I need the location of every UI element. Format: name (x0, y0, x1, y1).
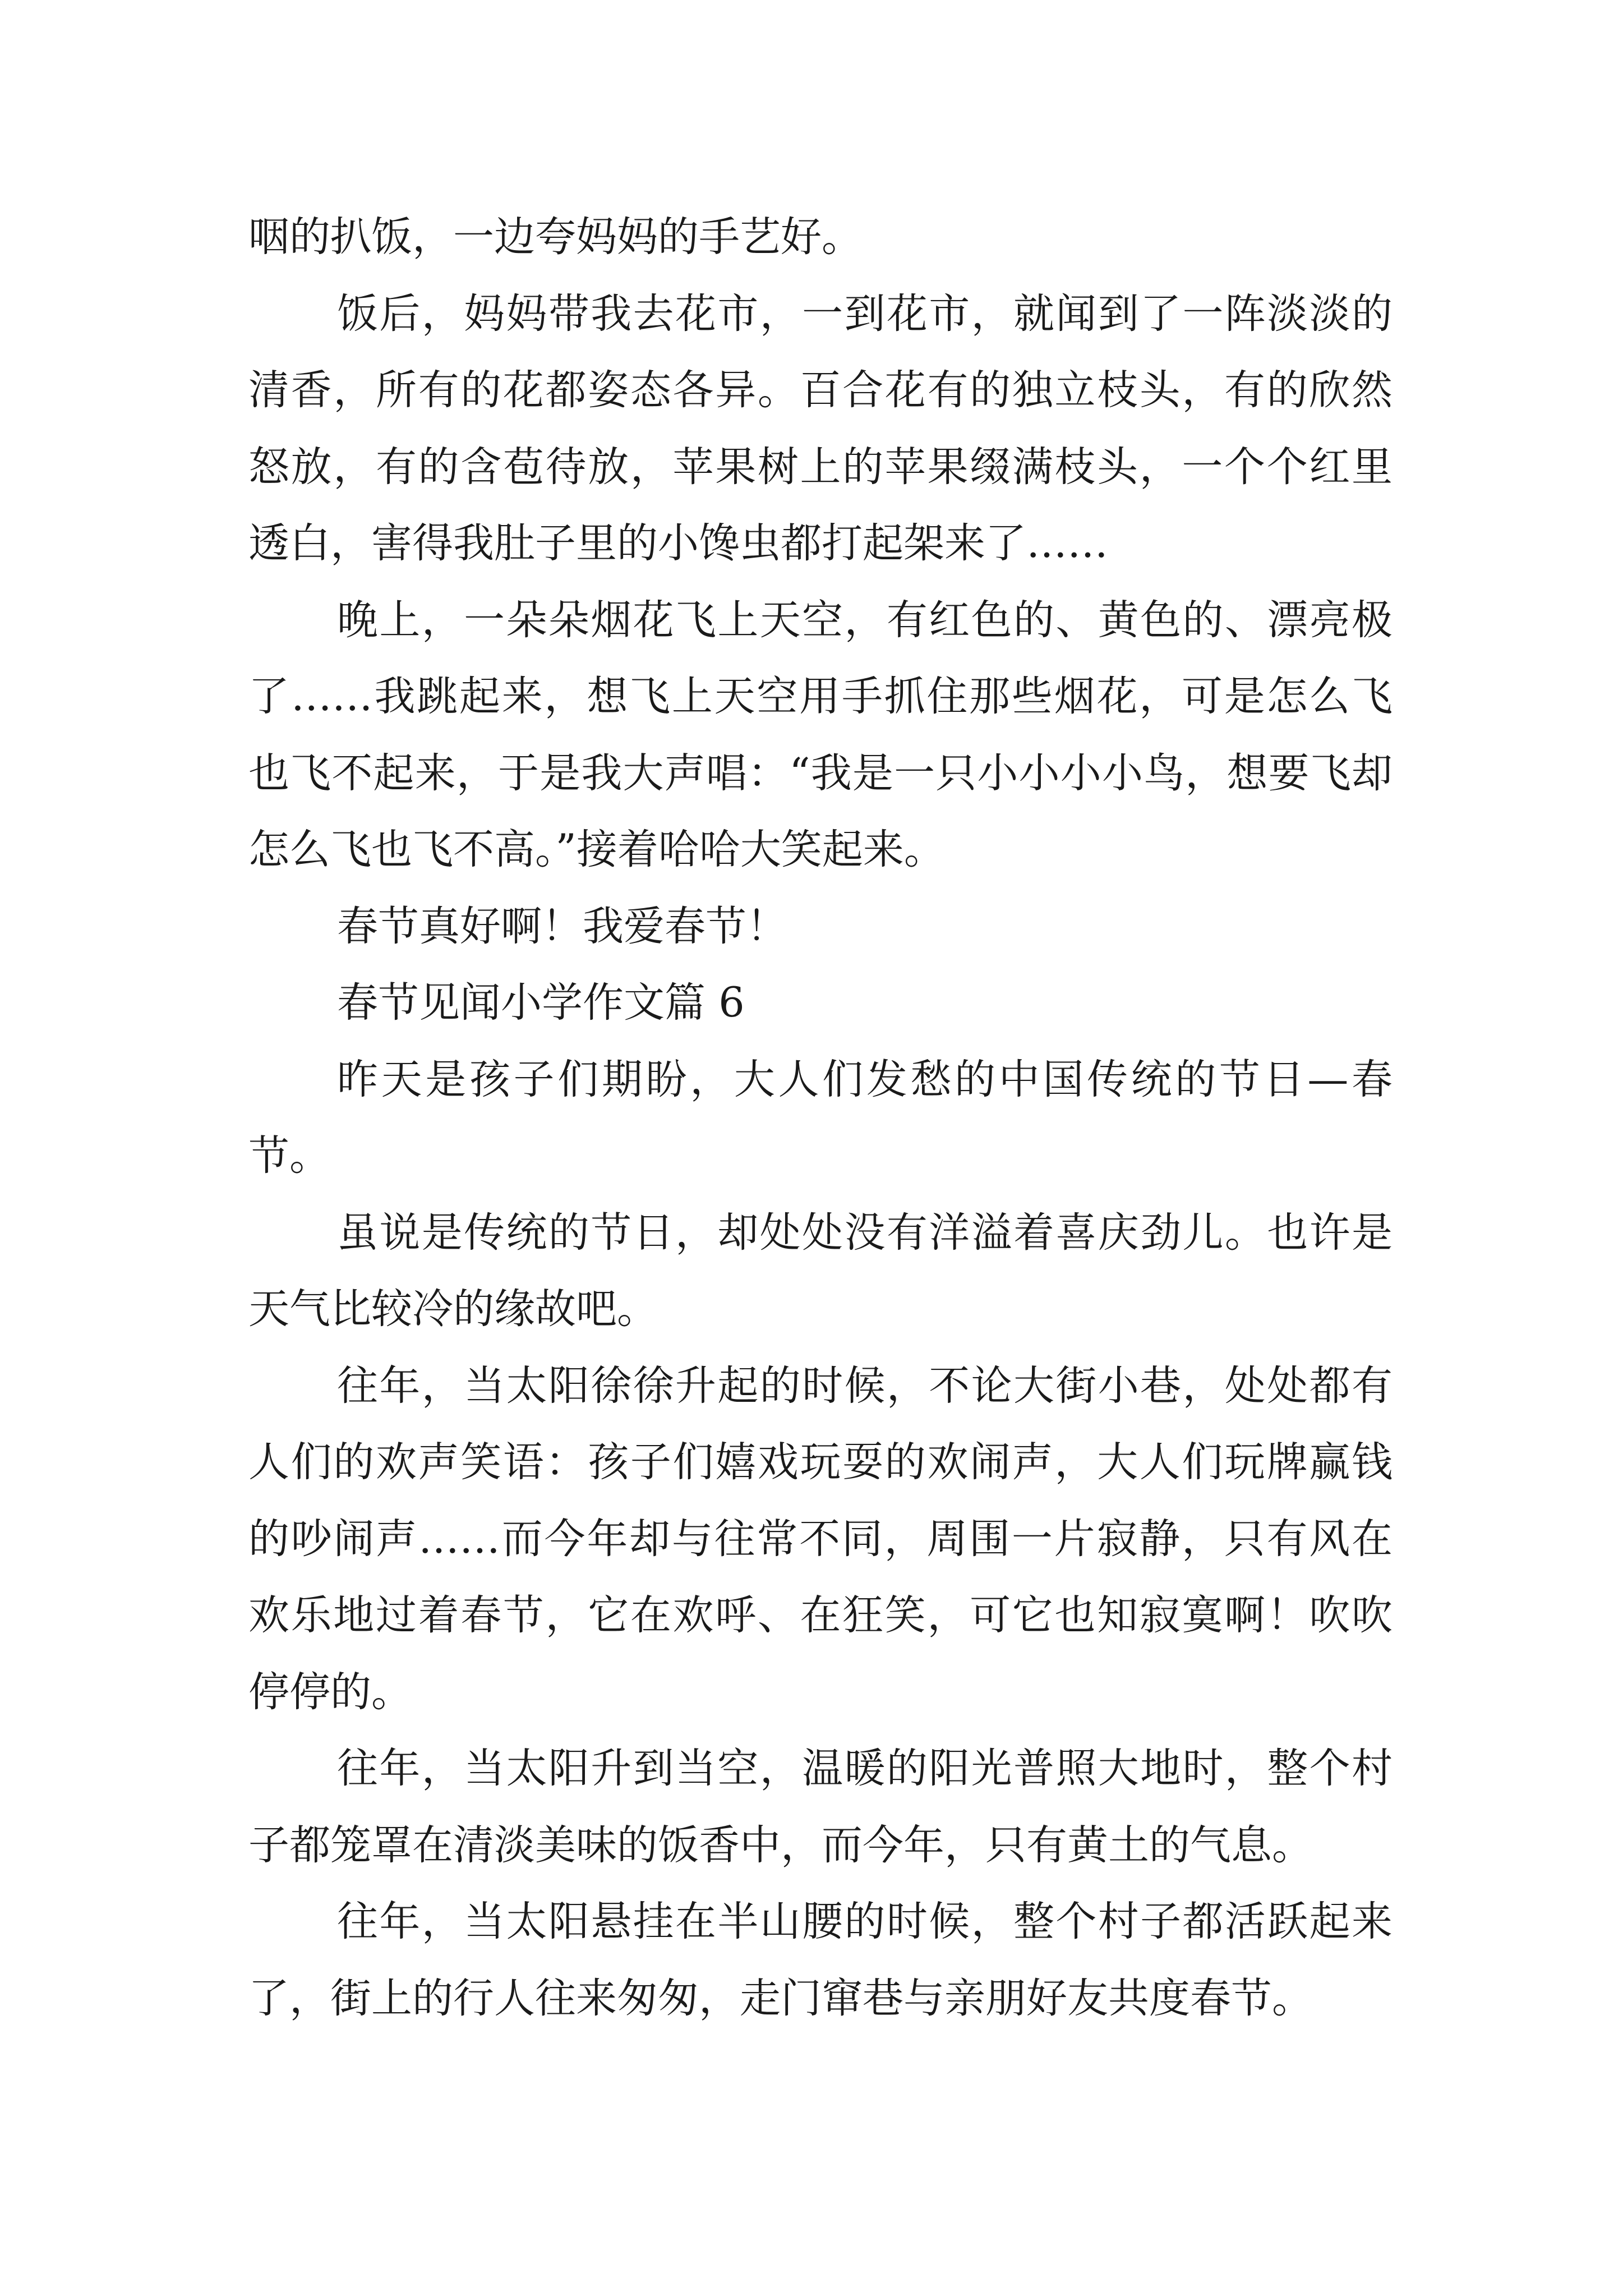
paragraph: 咽的扒饭，一边夸妈妈的手艺好。 (248, 213, 863, 261)
paragraph: 昨天是孩子们期盼，大人们发愁的中国传统的节日—春节。 (248, 1055, 1393, 1180)
paragraph: 往年，当太阳升到当空，温暖的阳光普照大地时，整个村子都笼罩在清淡美味的饭香中，而今年，只有黄土的气息。 (248, 1745, 1393, 1869)
paragraph: 晚上，一朵朵烟花飞上天空，有红色的、黄色的、漂亮极了……我跳起来，想飞上天空用手抓住那些烟花，可是怎么飞也飞不起来，于是我大声唱：“我是一只小小小小鸟，想要飞却怎么飞也飞不高。”接着哈哈大笑起来。 (248, 596, 1393, 873)
paragraph: 往年，当太阳悬挂在半山腰的时候，整个村子都活跃起来了，街上的行人往来匆匆，走门窜巷与亲朋好友共度春节。 (248, 1898, 1393, 2022)
document-body (248, 199, 1393, 2037)
paragraph: 往年，当太阳徐徐升起的时候，不论大街小巷，处处都有人们的欢声笑语：孩子们嬉戏玩耍的欢闹声，大人们玩牌赢钱的吵闹声……而今年却与往常不同，周围一片寂静，只有风在欢乐地过着春节，它在欢呼、在狂笑，可它也知寂寞啊！吹吹停停的。 (248, 1361, 1393, 1716)
paragraph: 饭后，妈妈带我去花市，一到花市，就闻到了一阵淡淡的清香，所有的花都姿态各异。百合花有的独立枝头，有的欣然怒放，有的含苞待放，苹果树上的苹果缀满枝头，一个个红里透白，害得我肚子里的小馋虫都打起架来了…… (248, 289, 1393, 567)
paragraph: 虽说是传统的节日，却处处没有洋溢着喜庆劲儿。也许是天气比较冷的缘故吧。 (248, 1208, 1393, 1333)
paragraph: 春节真好啊！我爱春节！ (337, 902, 787, 950)
section-heading: 春节见闻小学作文篇 6 (337, 979, 745, 1027)
